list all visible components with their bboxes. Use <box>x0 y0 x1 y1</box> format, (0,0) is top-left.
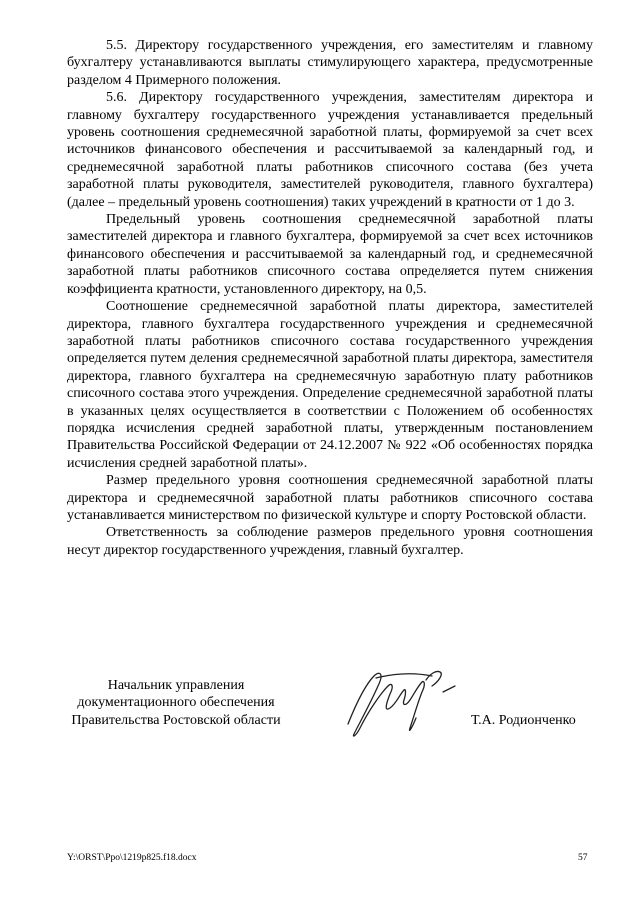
signatory-position-line: Правительства Ростовской области <box>71 712 281 728</box>
document-body <box>67 37 593 559</box>
signatory-name: Т.А. Родионченко <box>471 713 576 728</box>
signatory-position <box>62 677 290 729</box>
paragraph-5-6: 5.6. Директору государственного учреждения, заместителям директора и главному бухгалтеру государственного учреждения устанавливается предельный уровень соотношения среднемесячной заработной платы, формируемой за счет всех источников финансового обеспечения и рассчитываемой за календарный год, и среднемесячной заработной платы работников списочного состава (без учета заработной платы руководителя, заместителей руководителя, главного бухгалтера) (далее – предельный уровень соотношения) таких учреждений в кратности от 1 до 3. <box>67 90 593 210</box>
paragraph-ratio-size: Размер предельного уровня соотношения среднемесячной заработной платы директора и среднемесячной заработной платы работников списочного состава устанавливается министерством по физической культуре и спорту Ростовской области. <box>67 473 593 523</box>
footer-page-number: 57 <box>578 853 588 863</box>
handwritten-signature <box>340 664 465 744</box>
paragraph-responsibility: Ответственность за соблюдение размеров предельного уровня соотношения несут директор государственного учреждения, главный бухгалтер. <box>67 525 593 558</box>
signatory-position-line: Начальник управления <box>107 678 245 693</box>
paragraph-ratio-calculation: Соотношение среднемесячной заработной платы директора, заместителей директора, главного бухгалтера государственного учреждения и среднемесячной заработной платы работников списочного состава государственного учреждения определяется путем деления среднемесячной заработной платы директора, заместителя директора, главного бухгалтера на среднемесячную заработную плату работников списочного состава этого учреждения. Определение среднемесячной заработной платы в указанных целях осуществляется в соответствии с Положением об особенностях порядка исчисления средней заработной платы, утвержденным постановлением Правительства Российской Федерации от 24.12.2007 № 922 «Об особенностях порядка исчисления средней заработной платы». <box>67 299 593 471</box>
footer-file-path: Y:\ORST\Ppo\1219p825.f18.docx <box>67 853 197 863</box>
paragraph-deputy-ratio: Предельный уровень соотношения среднемесячной заработной платы заместителей директора и главного бухгалтера, формируемой за счет всех источников финансового обеспечения и рассчитываемой за календарный год, и среднемесячной заработной платы работников списочного состава определяется путем снижения коэффициента кратности, установленного директору, на 0,5. <box>67 212 593 297</box>
signatory-position-line: документационного обеспечения <box>77 695 275 711</box>
paragraph-5-5: 5.5. Директору государственного учреждения, его заместителям и главному бухгалтеру устанавливаются выплаты стимулирующего характера, предусмотренные разделом 4 Примерного положения. <box>67 38 593 88</box>
